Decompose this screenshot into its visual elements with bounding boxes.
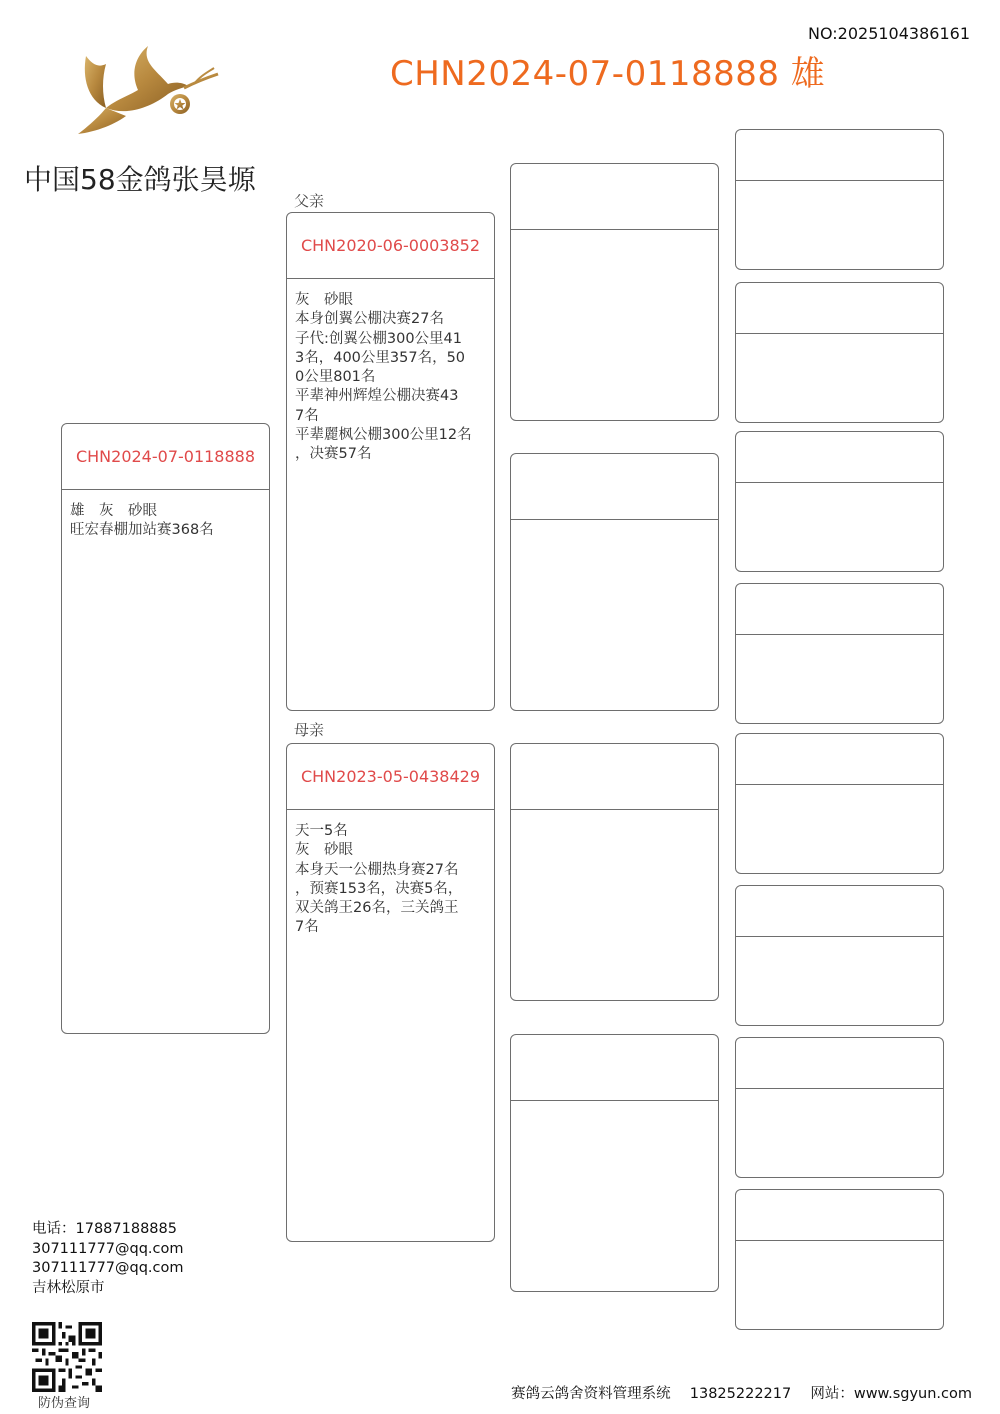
- grandparent-ring: [511, 164, 718, 230]
- sire-details: 灰 砂眼 本身创翼公棚决赛27名 子代:创翼公棚300公里41 3名，400公里357名，50 0公里801名 平辈神州辉煌公棚决赛43 7名 平辈麗枫公棚300公里12名 ，决赛57名: [295, 292, 472, 463]
- loft-name: 中国58金鸽张昊塬: [24, 163, 256, 196]
- great-grandparent-ring: [736, 734, 943, 785]
- qr-label: 防伪查询: [38, 1396, 91, 1411]
- great-grandparent-ring: [736, 584, 943, 635]
- great-grandparent-ring: [736, 1038, 943, 1089]
- dam-label: 母亲: [294, 721, 325, 739]
- subject-card: [61, 423, 270, 1034]
- great-grandparent-card: [735, 129, 944, 270]
- great-grandparent-ring: [736, 432, 943, 483]
- document-number: NO:2025104386161: [807, 24, 970, 43]
- subject-ring-number: CHN2024-07-0118888: [62, 424, 269, 490]
- great-grandparent-card: [735, 885, 944, 1026]
- qr-code-icon[interactable]: [32, 1322, 102, 1392]
- grandparent-card: [510, 743, 719, 1001]
- dove-logo-icon: [72, 38, 222, 138]
- sire-ring-number: CHN2020-06-0003852: [287, 213, 494, 279]
- contact-email[interactable]: 307111777@qq.com: [32, 1240, 184, 1257]
- page-title: CHN2024-07-0118888 雄: [390, 54, 826, 94]
- grandparent-card: [510, 163, 719, 421]
- dam-details: 天一5名 灰 砂眼 本身天一公棚热身赛27名 ，预赛153名，决赛5名， 双关鸽王26名，三关鸽王 7名: [295, 823, 463, 936]
- grandparent-card: [510, 453, 719, 711]
- grandparent-ring: [511, 454, 718, 520]
- great-grandparent-card: [735, 282, 944, 423]
- grandparent-card: [510, 1034, 719, 1292]
- grandparent-ring: [511, 744, 718, 810]
- sire-card: [286, 212, 495, 711]
- subject-details: 雄 灰 砂眼 旺宏春棚加站赛368名: [70, 503, 214, 539]
- great-grandparent-card: [735, 1037, 944, 1178]
- great-grandparent-card: [735, 733, 944, 874]
- great-grandparent-card: [735, 431, 944, 572]
- great-grandparent-card: [735, 1189, 944, 1330]
- great-grandparent-ring: [736, 283, 943, 334]
- sire-label: 父亲: [294, 192, 325, 210]
- contact-email[interactable]: 307111777@qq.com: [32, 1260, 184, 1276]
- grandparent-ring: [511, 1035, 718, 1101]
- great-grandparent-ring: [736, 886, 943, 937]
- contact-location: 吉林松原市: [32, 1279, 105, 1296]
- contact-info: [32, 1220, 184, 1298]
- great-grandparent-card: [735, 583, 944, 724]
- great-grandparent-ring: [736, 1190, 943, 1241]
- contact-phone: 电话：17887188885: [32, 1221, 177, 1237]
- dam-card: [286, 743, 495, 1242]
- great-grandparent-ring: [736, 130, 943, 181]
- footer-text: 赛鸽云鸽舍资料管理系统 13825222217 网站：www.sgyun.com: [511, 1386, 972, 1402]
- dam-ring-number: CHN2023-05-0438429: [287, 744, 494, 810]
